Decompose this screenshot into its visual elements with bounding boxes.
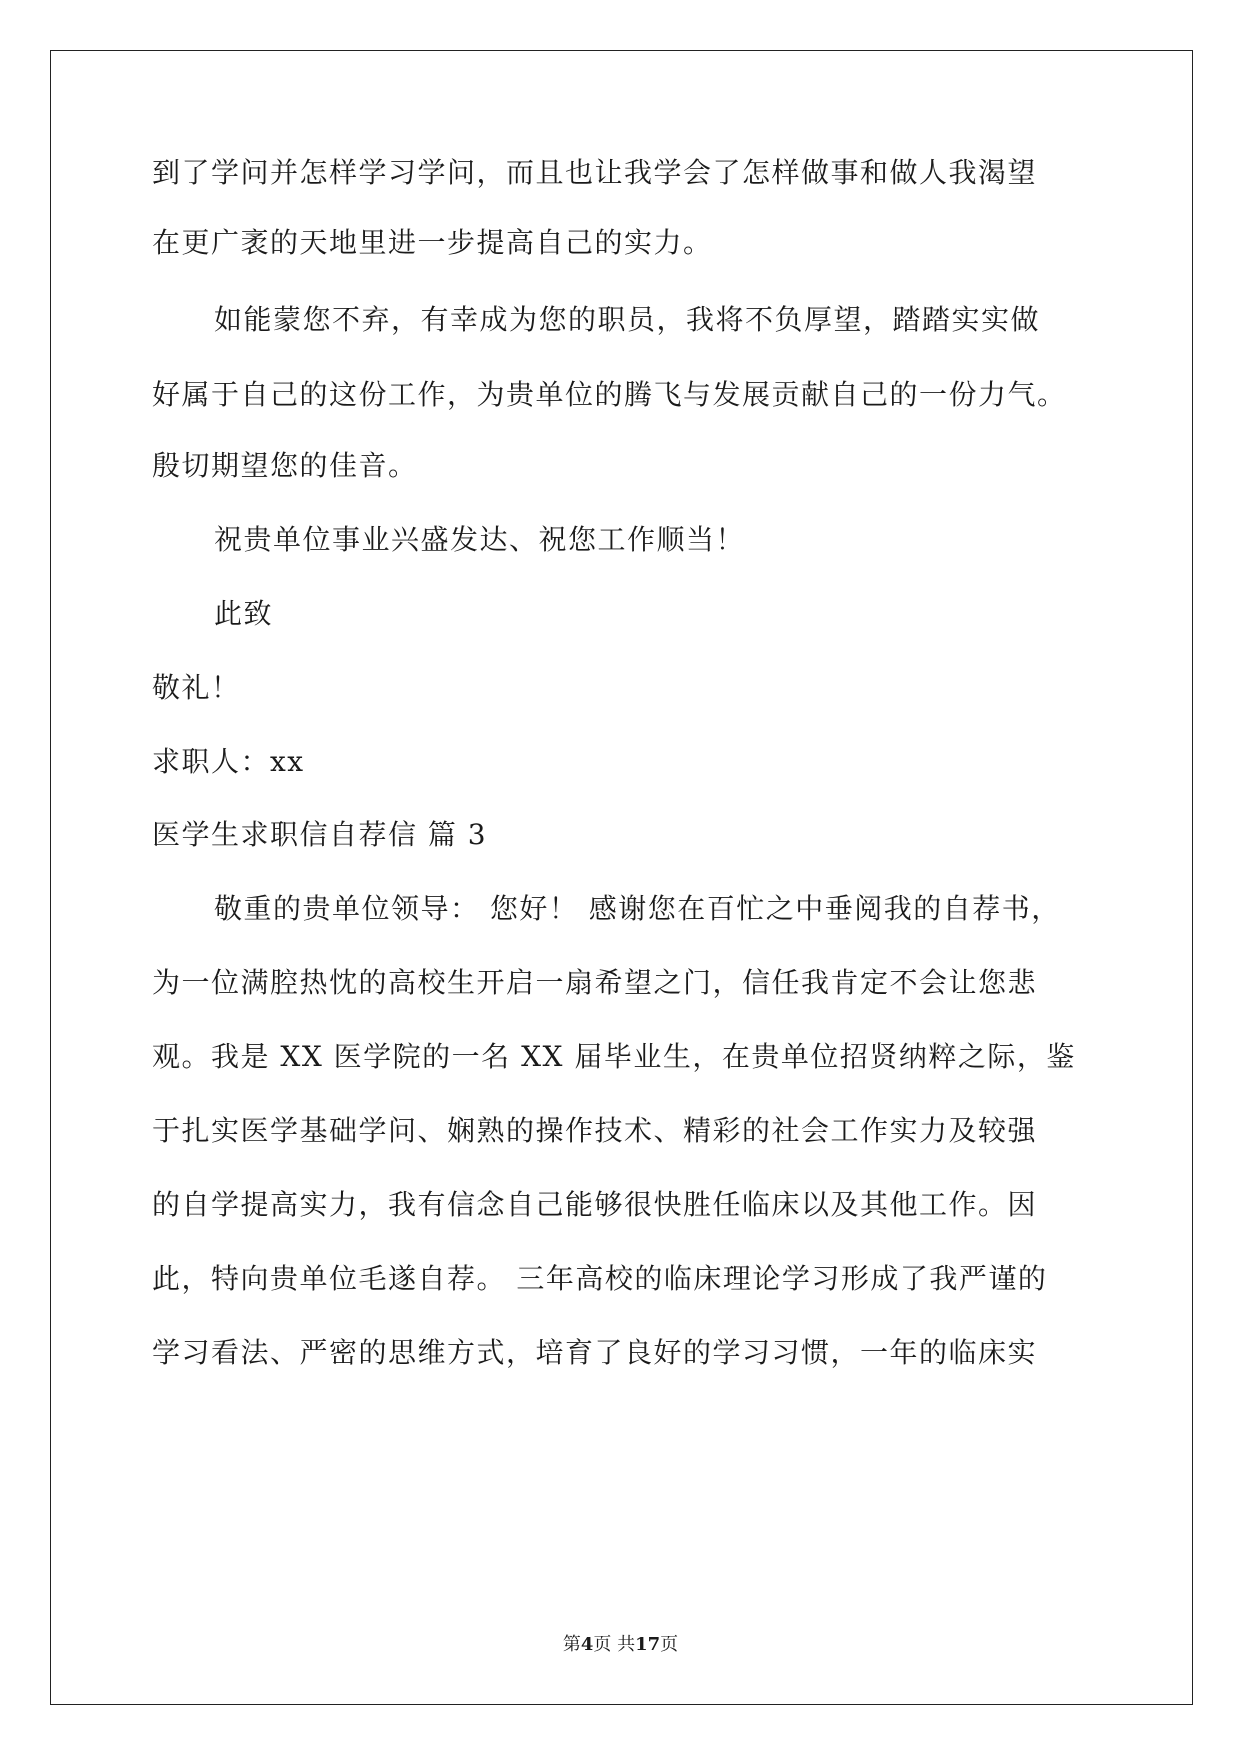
footer-mid: 页 共 <box>593 1634 636 1655</box>
body-line: 学习看法、严密的思维方式，培育了良好的学习习惯，一年的临床实 <box>152 1336 1038 1369</box>
page-number: 4 <box>580 1634 594 1655</box>
body-line: 祝贵单位事业兴盛发达、祝您工作顺当！ <box>214 523 746 556</box>
footer-prefix: 第 <box>562 1634 581 1655</box>
closing-line: 此致 <box>214 597 274 630</box>
body-line: 如能蒙您不弃，有幸成为您的职员，我将不负厚望，踏踏实实做 <box>214 303 1041 336</box>
body-line: 的自学提高实力，我有信念自己能够很快胜任临床以及其他工作。因 <box>152 1188 1038 1221</box>
body-line: 为一位满腔热忱的高校生开启一扇希望之门，信任我肯定不会让您悲 <box>152 966 1038 999</box>
body-line: 在更广袤的天地里进一步提高自己的实力。 <box>152 226 713 259</box>
footer-suffix: 页 <box>660 1634 679 1655</box>
salutation-line: 敬礼！ <box>152 671 241 704</box>
body-line: 此，特向贵单位毛遂自荐。 三年高校的临床理论学习形成了我严谨的 <box>152 1262 1048 1295</box>
section-heading: 医学生求职信自荐信 篇 3 <box>152 818 488 851</box>
body-line: 于扎实医学基础学问、娴熟的操作技术、精彩的社会工作实力及较强 <box>152 1114 1038 1147</box>
page-footer <box>0 1630 1241 1656</box>
body-line: 殷切期望您的佳音。 <box>152 449 418 482</box>
page-total: 17 <box>635 1634 661 1655</box>
body-line: 好属于自己的这份工作，为贵单位的腾飞与发展贡献自己的一份力气。 <box>152 378 1067 411</box>
body-line: 观。我是 XX 医学院的一名 XX 届毕业生，在贵单位招贤纳粹之际，鉴 <box>152 1040 1076 1073</box>
page-border <box>50 50 1193 1705</box>
body-line: 到了学问并怎样学习学问，而且也让我学会了怎样做事和做人我渴望 <box>152 156 1038 189</box>
body-line: 敬重的贵单位领导： 您好！ 感谢您在百忙之中垂阅我的自荐书， <box>214 892 1061 925</box>
signature-line: 求职人：xx <box>152 745 305 778</box>
